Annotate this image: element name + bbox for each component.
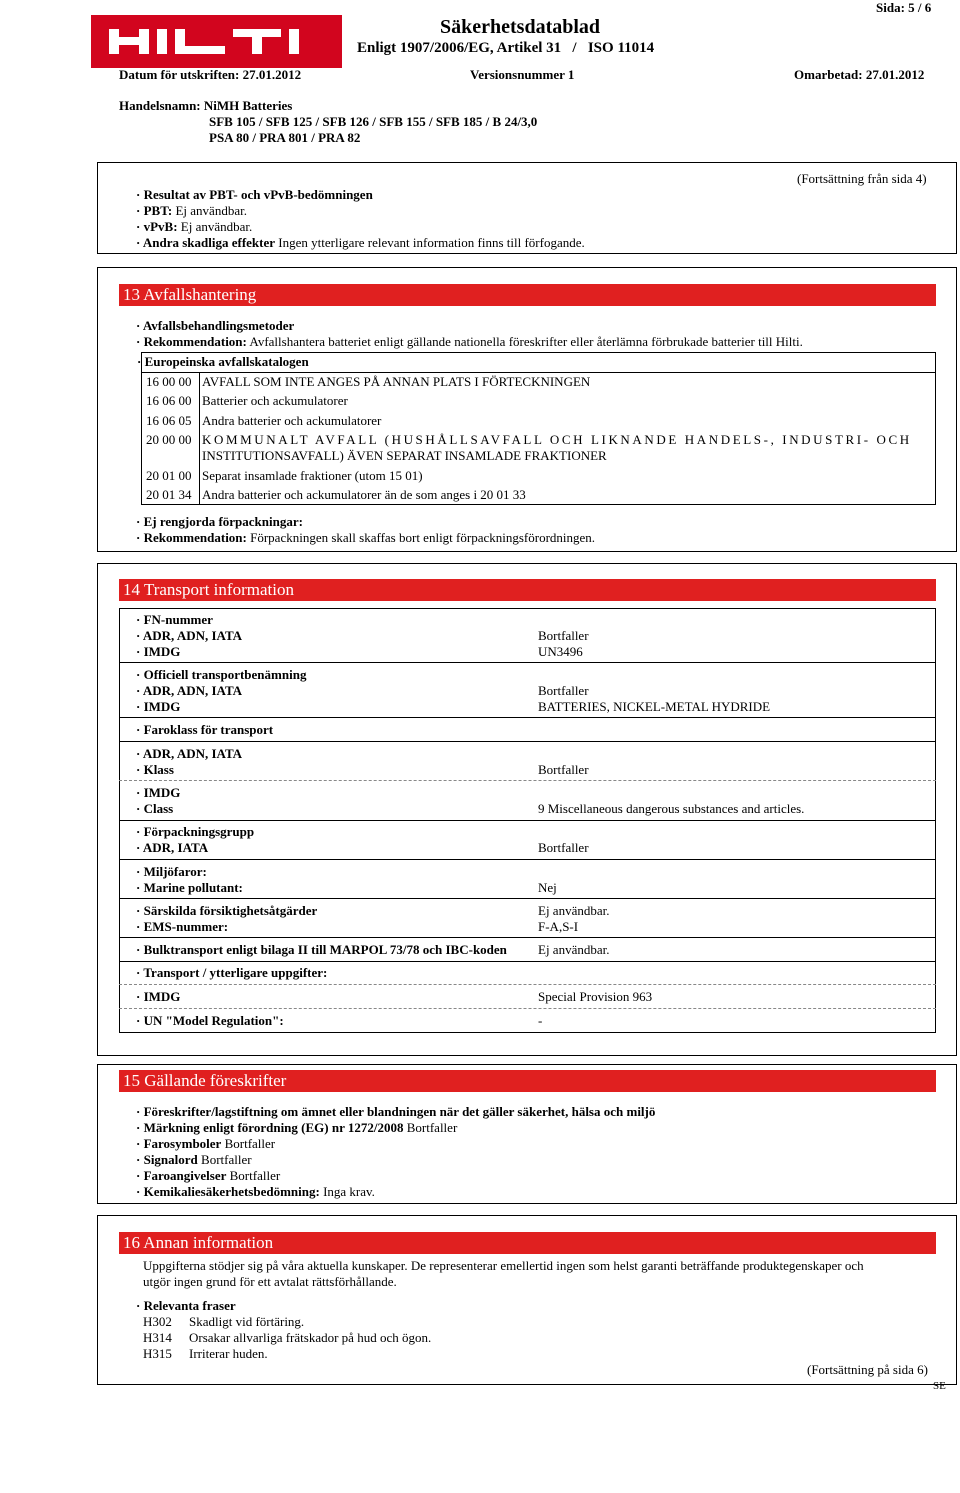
special-provision-value: Special Provision 963 — [538, 989, 653, 1004]
pbt-heading: · Resultat av PBT- och vPvB-bedömningen — [136, 187, 373, 202]
hilti-logo — [91, 15, 342, 68]
print-date: Datum för utskriften: 27.01.2012 — [119, 67, 302, 82]
other-effects-line: · Andra skadliga effekter Ingen ytterligare relevant information finns till förfogande. — [136, 235, 585, 250]
adr-value: Bortfaller — [538, 628, 589, 643]
catalog-title: · Europeinska avfallskatalogen — [137, 354, 309, 369]
un-model-value: - — [538, 1013, 543, 1028]
klass-value: Bortfaller — [538, 762, 589, 777]
disclaimer-line-1: Uppgifterna stödjer sig på våra aktuella kunskaper. De representerar emellertid ingen som helst garanti beträffande produktegenskaper och — [143, 1258, 864, 1273]
bulk-transport-label: · Bulktransport enligt bilaga II till MARPOL 73/78 och IBC-koden — [136, 942, 507, 957]
regulation: Enligt 1907/2006/EG, Artikel 31 / ISO 11014 — [357, 40, 655, 56]
phrase-code: H302 — [143, 1314, 172, 1329]
disposal-methods: · Avfallsbehandlingsmetoder — [136, 318, 295, 333]
packing-group-value: Bortfaller — [538, 840, 589, 855]
adr-label: · ADR, ADN, IATA — [136, 628, 243, 643]
disposal-recommendation: · Rekommendation: Avfallshantera batteriet enligt gällande nationella föreskrifter eller återlämna förbrukade batterier till Hilti. — [136, 334, 803, 349]
phrase-code: H314 — [143, 1330, 172, 1345]
section-16-title: 16 Annan information — [119, 1232, 936, 1254]
language-code: SE — [933, 1380, 946, 1392]
phrase-text: Orsakar allvarliga frätskador på hud och ögon. — [189, 1330, 432, 1345]
table-row-text: Batterier och ackumulatorer — [202, 393, 348, 408]
section-13-title: 13 Avfallshantering — [119, 284, 936, 306]
labelling-line: · Märkning enligt förordning (EG) nr 1272/2008 Bortfaller — [136, 1120, 458, 1135]
safety-assessment-line: · Kemikaliesäkerhetsbedömning: Inga krav. — [136, 1184, 375, 1199]
column-divider — [199, 372, 200, 504]
imdg-label: · IMDG — [136, 699, 181, 714]
hazard-class-label: · Faroklass för transport — [136, 722, 274, 737]
table-row: 20 01 00 — [146, 468, 192, 483]
table-row-text: Andra batterier och ackumulatorer — [202, 413, 382, 428]
table-row: 16 00 00 — [146, 374, 192, 389]
hazard-symbols-line: · Farosymboler Bortfaller — [136, 1136, 276, 1151]
divider — [119, 984, 936, 985]
table-row-text: AVFALL SOM INTE ANGES PÅ ANNAN PLATS I FÖRTECKNINGEN — [202, 374, 591, 389]
table-row-text-cont: INSTITUTIONSAVFALL) ÄVEN SEPARAT INSAMLADE FRAKTIONER — [202, 448, 607, 463]
section-14-title: 14 Transport information — [119, 579, 936, 601]
env-hazards-label: · Miljöfaror: — [136, 864, 207, 879]
regulations-heading: · Föreskrifter/lagstiftning om ämnet eller blandningen när det gäller säkerhet, hälsa och miljö — [136, 1104, 656, 1119]
precautions-value: Ej användbar. — [538, 903, 610, 918]
product-list-1: SFB 105 / SFB 125 / SFB 126 / SFB 155 / SFB 185 / B 24/3,0 — [209, 114, 538, 129]
un-model-label: · UN "Model Regulation": — [136, 1013, 284, 1028]
waste-catalog-table — [137, 352, 936, 505]
additional-info-label: · Transport / ytterligare uppgifter: — [136, 965, 328, 980]
imdg-label: · IMDG — [136, 644, 181, 659]
imdg-label: · IMDG — [136, 989, 181, 1004]
table-row-text: Andra batterier och ackumulatorer än de som anges i 20 01 33 — [202, 487, 526, 502]
klass-label: · Klass — [136, 762, 174, 777]
phrase-text: Skadligt vid förtäring. — [189, 1314, 305, 1329]
ems-label: · EMS-nummer: — [136, 919, 229, 934]
imdg-value: BATTERIES, NICKEL-METAL HYDRIDE — [538, 699, 771, 714]
doc-title: Säkerhetsdatablad — [440, 16, 601, 38]
table-row: 20 00 00 — [146, 432, 192, 447]
phrase-text: Irriterar huden. — [189, 1346, 268, 1361]
class-label: · Class — [136, 801, 174, 816]
precautions-label: · Särskilda försiktighetsåtgärder — [136, 903, 318, 918]
version-number: Versionsnummer 1 — [470, 67, 575, 82]
revised-date: Omarbetad: 27.01.2012 — [794, 67, 925, 82]
vpvb-line: · vPvB: Ej användbar. — [136, 219, 253, 234]
trade-name: Handelsnamn: NiMH Batteries — [119, 98, 293, 113]
divider — [119, 1008, 936, 1009]
adr-label: · ADR, ADN, IATA — [136, 683, 243, 698]
divider — [119, 780, 936, 781]
packing-group-label: · Förpackningsgrupp — [136, 824, 255, 839]
imdg-value: UN3496 — [538, 644, 583, 659]
continued-to: (Fortsättning på sida 6) — [807, 1362, 928, 1377]
table-row-text: Separat insamlade fraktioner (utom 15 01) — [202, 468, 423, 483]
uncleaned-packaging: · Ej rengjorda förpackningar: — [136, 514, 303, 529]
hazard-statements-line: · Faroangivelser Bortfaller — [136, 1168, 281, 1183]
packaging-recommendation: · Rekommendation: Förpackningen skall skaffas bort enligt förpackningsförordningen. — [136, 530, 596, 545]
table-row: 16 06 00 — [146, 393, 192, 408]
ems-value: F-A,S-I — [538, 919, 579, 934]
table-row: 16 06 05 — [146, 413, 192, 428]
product-list-2: PSA 80 / PRA 801 / PRA 82 — [209, 130, 361, 145]
continued-from: (Fortsättning från sida 4) — [797, 171, 927, 186]
phrase-code: H315 — [143, 1346, 172, 1361]
marine-pollutant-value: Nej — [538, 880, 557, 895]
marine-pollutant-label: · Marine pollutant: — [136, 880, 243, 895]
un-number-label: · FN-nummer — [136, 612, 213, 627]
shipping-name-label: · Officiell transportbenämning — [136, 667, 307, 682]
table-row-text: KOMMUNALT AVFALL (HUSHÅLLSAVFALL OCH LIKNANDE HANDELS-, INDUSTRI- OCH — [202, 432, 912, 447]
signal-word-line: · Signalord Bortfaller — [136, 1152, 252, 1167]
section-15-title: 15 Gällande föreskrifter — [119, 1070, 936, 1092]
adr-label: · ADR, ADN, IATA — [136, 746, 243, 761]
disclaimer-line-2: utgör ingen grund för ett avtalat rättsförhållande. — [143, 1274, 397, 1289]
adr-iata-label: · ADR, IATA — [136, 840, 209, 855]
imdg-label: · IMDG — [136, 785, 181, 800]
adr-value: Bortfaller — [538, 683, 589, 698]
page-number: Sida: 5 / 6 — [876, 0, 932, 15]
class-value: 9 Miscellaneous dangerous substances and articles. — [538, 801, 805, 816]
table-row: 20 01 34 — [146, 487, 192, 502]
pbt-line: · PBT: Ej användbar. — [136, 203, 247, 218]
bulk-transport-value: Ej användbar. — [538, 942, 610, 957]
relevant-phrases-heading: · Relevanta fraser — [136, 1298, 236, 1313]
